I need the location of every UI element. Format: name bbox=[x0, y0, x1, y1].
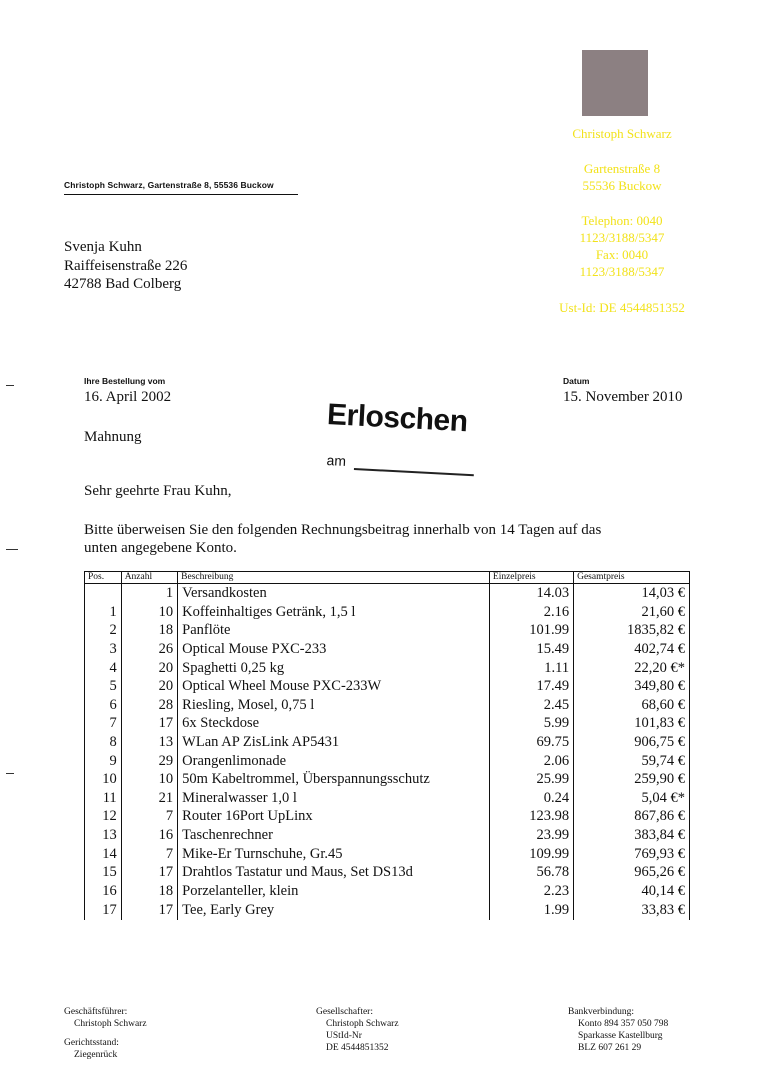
stamp-signature-line bbox=[354, 468, 474, 476]
cell-desc: Drahtlos Tastatur und Maus, Set DS13d bbox=[178, 863, 490, 882]
footer-court-value: Ziegenrück bbox=[74, 1050, 118, 1060]
cell-qty: 20 bbox=[121, 677, 177, 696]
cell-pos: 4 bbox=[85, 658, 122, 677]
footer-manager bbox=[64, 1006, 147, 1061]
table-row bbox=[85, 584, 690, 603]
cell-unit-price: 2.06 bbox=[489, 751, 573, 770]
cell-pos: 1 bbox=[85, 603, 122, 622]
table-row bbox=[85, 844, 690, 863]
cell-qty: 10 bbox=[121, 603, 177, 622]
cell-desc: Mike-Er Turnschuhe, Gr.45 bbox=[178, 844, 490, 863]
company-phone-line1: Telephon: 0040 bbox=[581, 213, 663, 228]
cell-pos: 2 bbox=[85, 621, 122, 640]
cell-qty: 7 bbox=[121, 807, 177, 826]
cell-desc: Optical Wheel Mouse PXC-233W bbox=[178, 677, 490, 696]
cell-total-price: 769,93 € bbox=[574, 844, 690, 863]
table-row bbox=[85, 603, 690, 622]
header-total-price: Gesamtpreis bbox=[574, 572, 690, 584]
cell-desc: Taschenrechner bbox=[178, 826, 490, 845]
cell-unit-price: 1.11 bbox=[489, 658, 573, 677]
cell-unit-price: 2.23 bbox=[489, 882, 573, 901]
cell-qty: 17 bbox=[121, 714, 177, 733]
table-row bbox=[85, 770, 690, 789]
cell-unit-price: 25.99 bbox=[489, 770, 573, 789]
date-label: Datum bbox=[563, 376, 590, 386]
recipient-name: Svenja Kuhn bbox=[64, 239, 142, 255]
table-row bbox=[85, 882, 690, 901]
cell-total-price: 33,83 € bbox=[574, 900, 690, 920]
cell-unit-price: 123.98 bbox=[489, 807, 573, 826]
cell-unit-price: 17.49 bbox=[489, 677, 573, 696]
table-row bbox=[85, 733, 690, 752]
cell-total-price: 259,90 € bbox=[574, 770, 690, 789]
cell-desc: Router 16Port UpLinx bbox=[178, 807, 490, 826]
cell-pos: 13 bbox=[85, 826, 122, 845]
table-row bbox=[85, 863, 690, 882]
footer-bank bbox=[568, 1006, 668, 1054]
cell-pos: 7 bbox=[85, 714, 122, 733]
footer-bank-name: Sparkasse Kastellburg bbox=[578, 1031, 663, 1041]
body-text-line1: Bitte überweisen Sie den folgenden Rechnungsbeitrag innerhalb von 14 Tagen auf das bbox=[84, 522, 602, 538]
punch-mark-middle bbox=[6, 549, 18, 550]
cell-total-price: 101,83 € bbox=[574, 714, 690, 733]
cell-unit-price: 101.99 bbox=[489, 621, 573, 640]
company-vat: Ust-Id: DE 4544851352 bbox=[559, 300, 685, 315]
cell-pos: 6 bbox=[85, 696, 122, 715]
table-row bbox=[85, 658, 690, 677]
cell-total-price: 349,80 € bbox=[574, 677, 690, 696]
company-street: Gartenstraße 8 bbox=[583, 161, 661, 176]
cell-total-price: 867,86 € bbox=[574, 807, 690, 826]
footer-partner-name: Christoph Schwarz bbox=[326, 1019, 399, 1029]
cell-pos bbox=[85, 584, 122, 603]
fold-mark-top bbox=[6, 385, 14, 386]
cell-desc: Panflöte bbox=[178, 621, 490, 640]
cell-desc: Optical Mouse PXC-233 bbox=[178, 640, 490, 659]
cell-unit-price: 2.45 bbox=[489, 696, 573, 715]
cell-qty: 21 bbox=[121, 789, 177, 808]
cell-total-price: 383,84 € bbox=[574, 826, 690, 845]
footer-ustid-label: UStId-Nr bbox=[326, 1031, 362, 1041]
table-row bbox=[85, 714, 690, 733]
cell-unit-price: 1.99 bbox=[489, 900, 573, 920]
cell-unit-price: 69.75 bbox=[489, 733, 573, 752]
company-name: Christoph Schwarz bbox=[572, 126, 672, 141]
cell-pos: 9 bbox=[85, 751, 122, 770]
cell-total-price: 22,20 €* bbox=[574, 658, 690, 677]
cell-unit-price: 23.99 bbox=[489, 826, 573, 845]
table-row bbox=[85, 826, 690, 845]
cell-qty: 20 bbox=[121, 658, 177, 677]
return-address-underline bbox=[64, 194, 298, 195]
cell-qty: 26 bbox=[121, 640, 177, 659]
table-row bbox=[85, 640, 690, 659]
fold-mark-bottom bbox=[6, 773, 14, 774]
table-row bbox=[85, 677, 690, 696]
cell-qty: 1 bbox=[121, 584, 177, 603]
header-pos: Pos. bbox=[85, 572, 122, 584]
footer-partner bbox=[316, 1006, 399, 1054]
letter-date: 15. November 2010 bbox=[563, 389, 683, 405]
invoice-table bbox=[84, 571, 690, 920]
order-date: 16. April 2002 bbox=[84, 389, 172, 405]
cell-desc: WLan AP ZisLink AP5431 bbox=[178, 733, 490, 752]
table-header-row bbox=[85, 572, 690, 584]
cell-unit-price: 15.49 bbox=[489, 640, 573, 659]
cell-desc: 50m Kabeltrommel, Überspannungsschutz bbox=[178, 770, 490, 789]
cell-total-price: 402,74 € bbox=[574, 640, 690, 659]
footer-manager-name: Christoph Schwarz bbox=[74, 1019, 147, 1029]
cell-desc: Versandkosten bbox=[178, 584, 490, 603]
cell-unit-price: 14.03 bbox=[489, 584, 573, 603]
cell-total-price: 21,60 € bbox=[574, 603, 690, 622]
cell-qty: 18 bbox=[121, 621, 177, 640]
cell-total-price: 965,26 € bbox=[574, 863, 690, 882]
stamp-erloschen: Erloschen bbox=[326, 398, 469, 439]
cell-total-price: 59,74 € bbox=[574, 751, 690, 770]
table-row bbox=[85, 900, 690, 920]
cell-desc: Orangenlimonade bbox=[178, 751, 490, 770]
cell-total-price: 68,60 € bbox=[574, 696, 690, 715]
cell-total-price: 14,03 € bbox=[574, 584, 690, 603]
cell-desc: Riesling, Mosel, 0,75 l bbox=[178, 696, 490, 715]
cell-qty: 16 bbox=[121, 826, 177, 845]
company-fax-line2: 1123/3188/5347 bbox=[579, 264, 665, 279]
cell-total-price: 906,75 € bbox=[574, 733, 690, 752]
company-logo bbox=[582, 50, 648, 116]
table-row bbox=[85, 751, 690, 770]
cell-desc: Porzelanteller, klein bbox=[178, 882, 490, 901]
footer-manager-label: Geschäftsführer: bbox=[64, 1007, 128, 1017]
cell-pos: 17 bbox=[85, 900, 122, 920]
cell-pos: 3 bbox=[85, 640, 122, 659]
header-desc: Beschreibung bbox=[178, 572, 490, 584]
footer-partner-label: Gesellschafter: bbox=[316, 1007, 373, 1017]
cell-unit-price: 0.24 bbox=[489, 789, 573, 808]
recipient-city: 42788 Bad Colberg bbox=[64, 276, 182, 292]
cell-desc: Spaghetti 0,25 kg bbox=[178, 658, 490, 677]
cell-desc: Tee, Early Grey bbox=[178, 900, 490, 920]
cell-pos: 8 bbox=[85, 733, 122, 752]
table-row bbox=[85, 807, 690, 826]
cell-total-price: 1835,82 € bbox=[574, 621, 690, 640]
cell-pos: 16 bbox=[85, 882, 122, 901]
cell-pos: 5 bbox=[85, 677, 122, 696]
subject: Mahnung bbox=[84, 429, 142, 445]
header-qty: Anzahl bbox=[121, 572, 177, 584]
header-unit-price: Einzelpreis bbox=[489, 572, 573, 584]
body-text-line2: unten angegebene Konto. bbox=[84, 540, 237, 556]
cell-total-price: 40,14 € bbox=[574, 882, 690, 901]
cell-qty: 28 bbox=[121, 696, 177, 715]
footer-bank-account: Konto 894 357 050 798 bbox=[578, 1019, 669, 1029]
table-row bbox=[85, 696, 690, 715]
cell-total-price: 5,04 €* bbox=[574, 789, 690, 808]
cell-pos: 11 bbox=[85, 789, 122, 808]
order-date-label: Ihre Bestellung vom bbox=[84, 376, 166, 386]
stamp-am-label: am bbox=[326, 452, 347, 469]
cell-pos: 10 bbox=[85, 770, 122, 789]
company-fax-line1: Fax: 0040 bbox=[595, 247, 649, 262]
cell-pos: 14 bbox=[85, 844, 122, 863]
cell-desc: Koffeinhaltiges Getränk, 1,5 l bbox=[178, 603, 490, 622]
cell-qty: 10 bbox=[121, 770, 177, 789]
footer-court-label: Gerichtsstand: bbox=[64, 1038, 119, 1048]
footer-bank-blz: BLZ 607 261 29 bbox=[578, 1043, 642, 1053]
return-address: Christoph Schwarz, Gartenstraße 8, 55536 Buckow bbox=[64, 180, 274, 190]
cell-unit-price: 109.99 bbox=[489, 844, 573, 863]
cell-pos: 15 bbox=[85, 863, 122, 882]
salutation: Sehr geehrte Frau Kuhn, bbox=[84, 483, 232, 499]
company-phone-line2: 1123/3188/5347 bbox=[579, 230, 665, 245]
cell-qty: 17 bbox=[121, 863, 177, 882]
cell-pos: 12 bbox=[85, 807, 122, 826]
table-row bbox=[85, 789, 690, 808]
recipient-street: Raiffeisenstraße 226 bbox=[64, 258, 188, 274]
cell-desc: 6x Steckdose bbox=[178, 714, 490, 733]
cell-unit-price: 56.78 bbox=[489, 863, 573, 882]
cell-qty: 18 bbox=[121, 882, 177, 901]
footer-ustid-value: DE 4544851352 bbox=[326, 1043, 389, 1053]
cell-qty: 29 bbox=[121, 751, 177, 770]
cell-unit-price: 2.16 bbox=[489, 603, 573, 622]
table-row bbox=[85, 621, 690, 640]
cell-qty: 13 bbox=[121, 733, 177, 752]
cell-qty: 7 bbox=[121, 844, 177, 863]
cell-unit-price: 5.99 bbox=[489, 714, 573, 733]
cell-qty: 17 bbox=[121, 900, 177, 920]
cell-desc: Mineralwasser 1,0 l bbox=[178, 789, 490, 808]
company-city: 55536 Buckow bbox=[582, 178, 662, 193]
footer-bank-label: Bankverbindung: bbox=[568, 1007, 634, 1017]
